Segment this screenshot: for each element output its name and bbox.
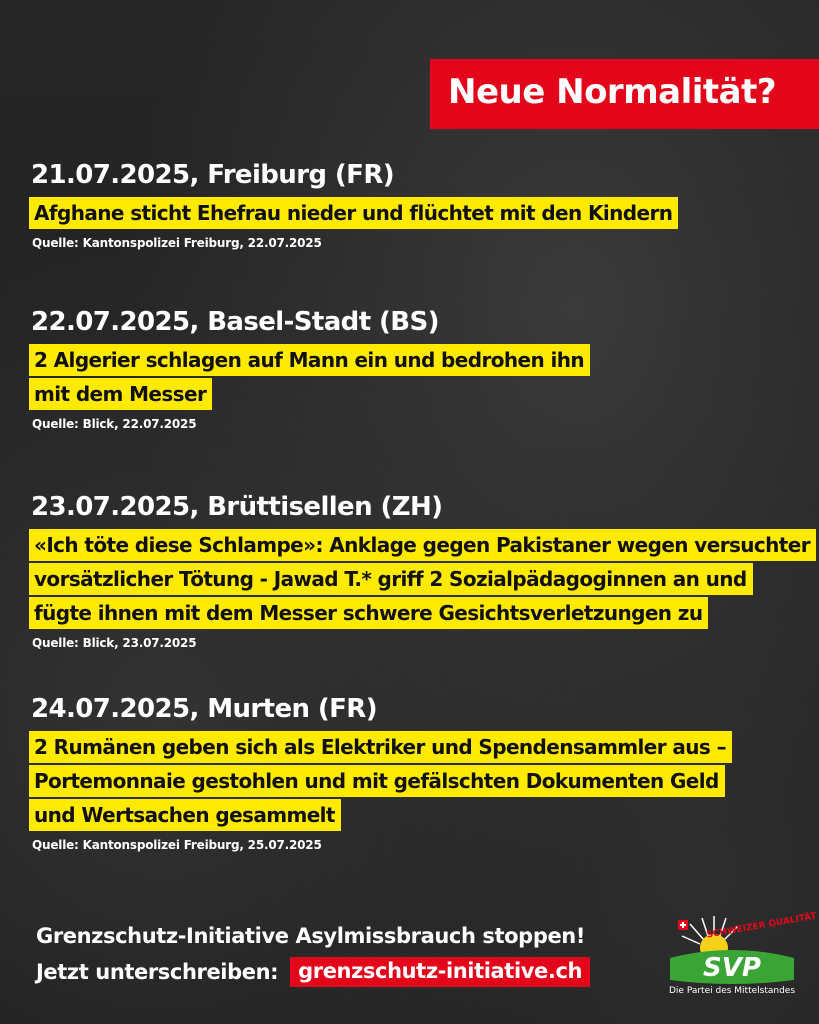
svp-logo-graphic [664, 908, 818, 986]
headline-banner [430, 59, 819, 129]
entry-headline-line: vorsätzlicher Tötung - Jawad T.* griff 2 Sozialpädagoginnen an und [29, 563, 753, 595]
entry-date: 22.07.2025, Basel-Stadt (BS) [31, 307, 439, 337]
entry-source: Quelle: Blick, 23.07.2025 [32, 636, 197, 650]
entry-headline-line: Afghane sticht Ehefrau nieder und flüchtet mit den Kindern [29, 197, 678, 229]
entry-source: Quelle: Blick, 22.07.2025 [32, 417, 197, 431]
news-entry-2 [29, 307, 590, 431]
footer-sign-row [36, 957, 590, 987]
news-entry-1 [29, 160, 678, 250]
svp-logo [664, 908, 818, 1000]
schweizer-qualitaet-label: SCHWEIZER QUALITÄT [705, 911, 818, 941]
entry-headline-line: mit dem Messer [29, 378, 212, 410]
footer-call-to-action [36, 924, 590, 987]
entry-date: 24.07.2025, Murten (FR) [31, 694, 377, 724]
entry-headline-line: 2 Algerier schlagen auf Mann ein und bedrohen ihn [29, 344, 590, 376]
entry-headline-line: 2 Rumänen geben sich als Elektriker und Spendensammler aus – [29, 731, 732, 763]
footer-url-link[interactable]: grenzschutz-initiative.ch [290, 957, 590, 987]
logo-tagline: Die Partei des Mittelstandes [668, 986, 796, 996]
entry-headline-line: «Ich töte diese Schlampe»: Anklage gegen Pakistaner wegen versuchter [29, 529, 816, 561]
footer-initiative-text: Grenzschutz-Initiative Asylmissbrauch stoppen! [36, 924, 586, 948]
entry-headline-line: fügte ihnen mit dem Messer schwere Gesichtsverletzungen zu [29, 597, 708, 629]
news-entry-4 [29, 694, 732, 852]
headline-text: Neue Normalität? [448, 72, 777, 112]
entry-date: 23.07.2025, Brüttisellen (ZH) [31, 492, 443, 522]
entry-source: Quelle: Kantonspolizei Freiburg, 25.07.2025 [32, 838, 322, 852]
entry-source: Quelle: Kantonspolizei Freiburg, 22.07.2025 [32, 236, 322, 250]
news-entry-3 [29, 492, 816, 650]
entry-date: 21.07.2025, Freiburg (FR) [31, 160, 395, 190]
entry-headline-line: und Wertsachen gesammelt [29, 799, 341, 831]
footer-sign-label: Jetzt unterschreiben: [36, 960, 279, 984]
entry-headline-line: Portemonnaie gestohlen und mit gefälschten Dokumenten Geld [29, 765, 725, 797]
svp-wordmark: SVP [703, 953, 761, 983]
